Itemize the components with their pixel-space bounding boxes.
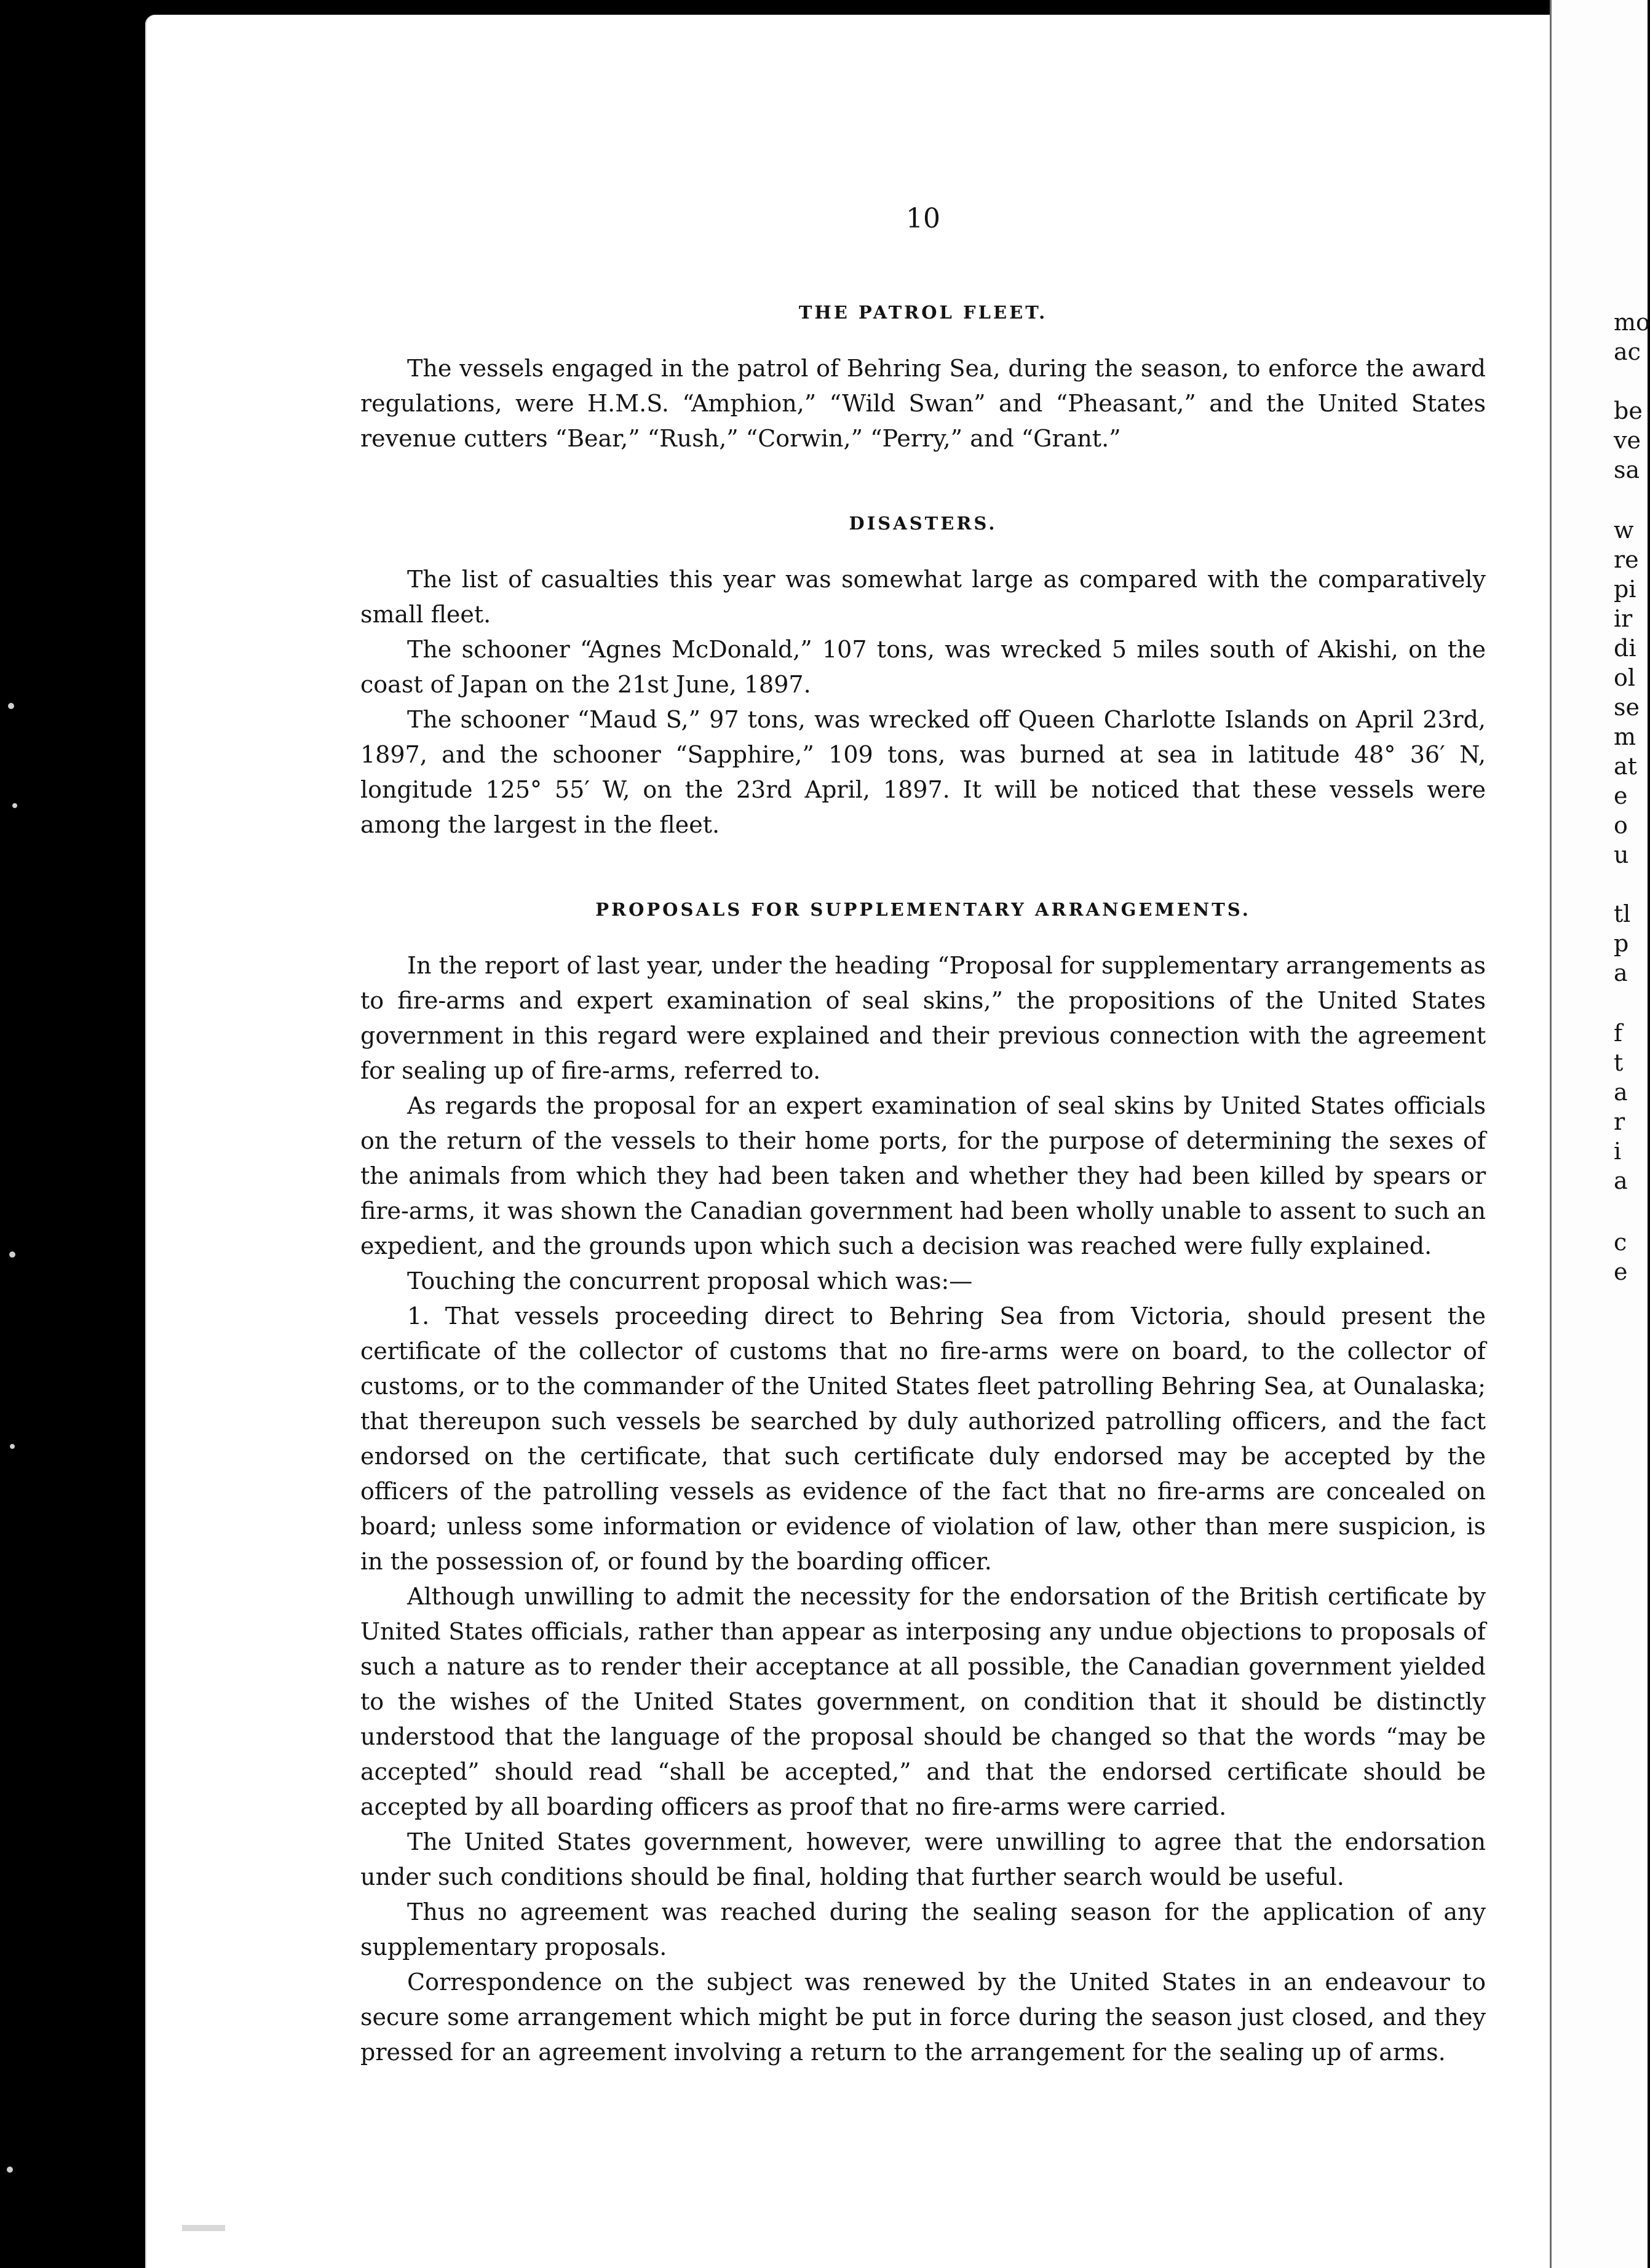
facing-page-fragment: m [1614,723,1636,750]
facing-page-fragment: re [1614,546,1639,573]
section-patrol-fleet [360,302,1486,456]
facing-page-fragment: pi [1614,576,1636,603]
facing-page-fragment: ve [1614,427,1641,454]
scan-speck [12,803,17,808]
section-heading: PROPOSALS FOR SUPPLEMENTARY ARRANGEMENTS. [595,899,1251,920]
paragraph: Thus no agreement was reached during the sealing season for the application of any supplementary proposals. [360,1898,1486,1961]
scan-speck [9,1251,15,1258]
facing-page-fragment: ac [1614,338,1641,365]
facing-page-fragment: w [1614,517,1634,544]
paragraph: The vessels engaged in the patrol of Behring Sea, during the season, to enforce the award regulations, were H.M.S. “Amphion,” “Wild Swan” and “Pheasant,” and the United States revenue cutters “Bear,” “Rush,” “Corwin,” “Perry,” and “Grant.” [360,355,1486,452]
facing-page-fragment: a [1614,1079,1628,1106]
paragraph: 1. That vessels proceeding direct to Behring Sea from Victoria, should present the certificate of the collector of customs that no fire-arms were on board, to the collector of customs, or to the commander of the United States fleet patrolling Behring Sea, at Ounalaska; that thereupon such vessels be searched by duly authorized patrolling officers, and the fact endorsed on the certificate, that such certificate duly endorsed may be accepted by the officers of the patrolling vessels as evidence of the fact that no fire-arms are concealed on board; unless some information or evidence of violation of law, other than mere suspicion, is in the possession of, or found by the boarding officer. [360,1303,1486,1575]
paragraph: The schooner “Agnes McDonald,” 107 tons, was wrecked 5 miles south of Akishi, on the coast of Japan on the 21st June, 1897. [360,636,1486,698]
facing-page-fragment: se [1614,694,1640,721]
scan-speck [10,1444,15,1449]
facing-page-fragment: p [1614,930,1629,957]
paragraph: In the report of last year, under the heading “Proposal for supplementary arrangements as to fire-arms and expert examination of seal skins,” the propositions of the United States government in this regard were explained and their previous connection with the agreement for sealing up of fire-arms, referred to. [360,952,1486,1084]
facing-page-fragment: ir [1614,605,1633,632]
facing-page-fragment: sa [1614,456,1640,483]
facing-page-fragment: be [1614,397,1643,424]
scan-speck [7,2167,13,2173]
facing-page-fragment: ol [1614,664,1636,691]
facing-page-fragment: e [1614,782,1628,809]
section-supplementary-arrangements [360,899,1486,2070]
facing-page-fragment: di [1614,635,1636,662]
facing-page-fragment: tl [1614,900,1631,927]
paragraph: Although unwilling to admit the necessity for the endorsation of the British certificate by United States officials, rather than appear as interposing any undue objections to proposals of such a nature as to render their acceptance at all possible, the Canadian government yielded to the wishes of the United States government, on condition that it should be distinctly understood that the language of the proposal should be changed so that the words “may be accepted” should read “shall be accepted,” and that the endorsed certificate should be accepted by all boarding officers as proof that no fire-arms were carried. [360,1583,1486,1820]
facing-page-fragment: f [1614,1020,1623,1047]
facing-page-fragment: e [1614,1258,1628,1285]
paragraph: The list of casualties this year was somewhat large as compared with the comparatively small fleet. [360,566,1486,628]
page-number: 10 [906,203,940,234]
paragraph: Touching the concurrent proposal which was:— [407,1267,973,1295]
facing-page-fragment: o [1614,812,1628,839]
section-heading: THE PATROL FLEET. [798,302,1048,323]
section-disasters [360,513,1486,843]
page-text-column [360,203,1486,2070]
facing-page-fragment: c [1614,1229,1627,1256]
facing-page-fragment: u [1614,841,1629,868]
facing-page-fragment: at [1614,753,1637,780]
facing-page-fragment: a [1614,1167,1628,1194]
paragraph: The United States government, however, were unwilling to agree that the endorsation under such conditions should be final, holding that further search would be useful. [360,1828,1486,1890]
facing-page-fragment: a [1614,959,1628,986]
paragraph: As regards the proposal for an expert examination of seal skins by United States officials on the return of the vessels to their home ports, for the purpose of determining the sexes of the animals from which they had been taken and whether they had been killed by spears or fire-arms, it was shown the Canadian government had been wholly unable to assent to such an expedient, and the grounds upon which such a decision was reached were fully explained. [360,1092,1486,1259]
paragraph: Correspondence on the subject was renewed by the United States in an endeavour to secure some arrangement which might be put in force during the season just closed, and they pressed for an agreement involving a return to the arrangement for the sealing up of arms. [360,1969,1486,2066]
facing-page-fragment: mo [1614,309,1650,336]
facing-page-fragment: t [1614,1049,1624,1076]
paragraph: The schooner “Maud S,” 97 tons, was wrecked off Queen Charlotte Islands on April 23rd, 1897, and the schooner “Sapphire,” 109 tons, was burned at sea in latitude 48° 36′ N, longitude 125° 55′ W, on the 23rd April, 1897. It will be noticed that these vessels were among the largest in the fleet. [360,706,1486,838]
facing-page-fragment: r [1614,1108,1625,1135]
section-heading: DISASTERS. [849,513,998,534]
facing-page-fragment: i [1614,1138,1622,1165]
scan-speck [8,703,14,709]
